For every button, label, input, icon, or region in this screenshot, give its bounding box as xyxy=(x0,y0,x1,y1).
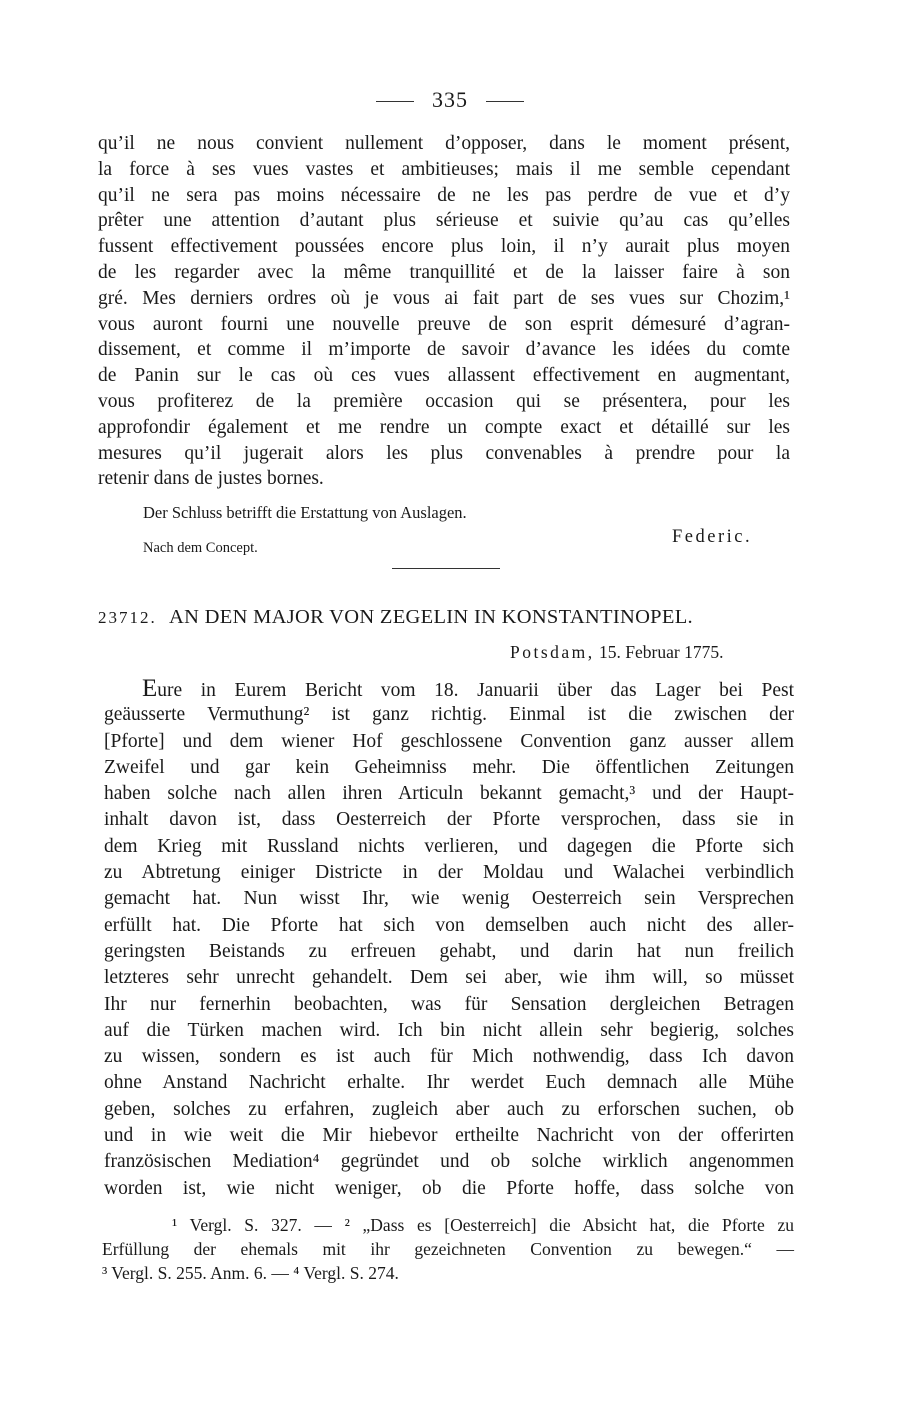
header-dash-right xyxy=(486,101,524,102)
footnotes xyxy=(102,1213,794,1285)
text-line: letzteres sehr unrecht gehandelt. Dem sei aber, wie ihm will, so müsset xyxy=(104,967,794,989)
text-line: prêter une attention d’autant plus sérieuse et suivie qu’au cas qu’elles xyxy=(98,210,790,232)
text-line: und in wie weit die Mir hiebevor ertheilte Nachricht von der offerirten xyxy=(104,1125,794,1147)
text-line: vous profiterez de la première occasion qui se présentera, pour les xyxy=(98,390,790,412)
paragraph-french xyxy=(98,131,790,492)
text-line: zu Abtretung einiger Districte in der Moldau und Walachei verbindlich xyxy=(104,862,794,884)
text-line: gré. Mes derniers ordres où je vous ai fait part de ses vues sur Chozim,¹ xyxy=(98,287,790,309)
dateline-place: Potsdam, xyxy=(510,642,595,662)
page-header xyxy=(0,87,900,113)
text-line: dissement, et comme il m’importe de savoir d’avance les idées du comte xyxy=(98,339,790,361)
text-line: qu’il ne sera pas moins nécessaire de ne les pas perdre de vue et d’y xyxy=(98,184,790,206)
text-line: geäusserte Vermuthung² ist ganz richtig. Einmal ist die zwischen der xyxy=(104,704,794,726)
signature: Federic. xyxy=(672,527,753,547)
footnote-line: ¹ Vergl. S. 327. — ² „Dass es [Oesterreich] die Absicht hat, die Pforte zu xyxy=(172,1215,794,1235)
text-line: mesures qu’il jugerait alors les plus convenables à prendre pour la xyxy=(98,442,790,464)
text-line: dem Krieg mit Russland nichts verlieren, und dagegen die Pforte sich xyxy=(104,835,794,857)
text-line-rest: ure in Eurem Bericht vom 18. Januarii über das Lager bei Pest xyxy=(157,680,794,701)
dateline-date: 15. Februar 1775. xyxy=(599,642,724,662)
section-divider xyxy=(392,568,500,569)
text-line: retenir dans de justes bornes. xyxy=(98,468,324,490)
text-line: Zweifel und gar kein Geheimniss mehr. Die öffentlichen Zeitungen xyxy=(104,756,794,778)
footnote-line: Erfüllung der ehemals mit ihr gezeichneten Convention zu bewegen.“ — xyxy=(102,1239,794,1259)
footnote-line: ³ Vergl. S. 255. Anm. 6. — ⁴ Vergl. S. 274. xyxy=(102,1263,399,1283)
text-line: französischen Mediation⁴ gegründet und ob solche wirklich angenommen xyxy=(104,1151,794,1173)
text-line: gemacht hat. Nun wisst Ihr, wie wenig Oesterreich sein Versprechen xyxy=(104,888,794,910)
letter-number: 23712. xyxy=(98,608,157,627)
dropcap: E xyxy=(142,675,158,702)
text-line: de les regarder avec la même tranquillité et de la laisser faire à son xyxy=(98,261,790,283)
text-line: fussent effectivement poussées encore plus loin, il n’y aurait plus moyen xyxy=(98,236,790,258)
letter-body xyxy=(104,676,794,1202)
text-line: de Panin sur le cas où ces vues allassent effectivement en augmentant, xyxy=(98,365,790,387)
header-dash-left xyxy=(376,101,414,102)
text-line: geben, solches zu erfahren, zugleich aber auch zu erforschen suchen, ob xyxy=(104,1098,794,1120)
text-line: qu’il ne nous convient nullement d’opposer, dans le moment présent, xyxy=(98,133,790,154)
text-line: haben solche nach allen ihren Articuln bekannt gemacht,³ und der Haupt- xyxy=(104,783,794,805)
text-line: erfüllt hat. Die Pforte hat sich von demselben auch nicht des aller- xyxy=(104,914,794,936)
dateline xyxy=(510,642,723,663)
text-line-first xyxy=(104,676,794,702)
page-number: 335 xyxy=(432,87,468,112)
text-line: auf die Türken machen wird. Ich bin nicht allein sehr begierig, solches xyxy=(104,1019,794,1041)
text-line: geringsten Beistands zu erfreuen gehabt, und darin hat nun freilich xyxy=(104,940,794,962)
note-concept: Nach dem Concept. xyxy=(143,540,258,556)
text-line: inhalt davon ist, dass Oesterreich der Pforte versprochen, dass sie in xyxy=(104,809,794,831)
text-line: Ihr nur fernerhin beobachten, was für Sensation dergleichen Betragen xyxy=(104,993,794,1015)
text-line: vous auront fourni une nouvelle preuve de son esprit démesuré d’agran- xyxy=(98,313,790,335)
letter-heading xyxy=(98,606,798,629)
text-line: la force à ses vues vastes et ambitieuses; mais il me semble cependant xyxy=(98,158,790,180)
text-line: [Pforte] und dem wiener Hof geschlossene Convention ganz ausser allem xyxy=(104,730,794,752)
text-line: zu wissen, sondern es ist auch für Mich nothwendig, dass Ich davon xyxy=(104,1046,794,1068)
note-schluss: Der Schluss betrifft die Erstattung von Auslagen. xyxy=(143,503,467,522)
text-line: approfondir également et me rendre un compte exact et détaillé sur les xyxy=(98,416,790,438)
text-line: ohne Anstand Nachricht erhalte. Ihr werdet Euch demnach alle Mühe xyxy=(104,1072,794,1094)
letter-title: AN DEN MAJOR VON ZEGELIN IN KONSTANTINOPEL. xyxy=(169,606,693,628)
text-line: worden ist, wie nicht weniger, ob die Pforte hoffe, dass solche von xyxy=(104,1177,794,1199)
